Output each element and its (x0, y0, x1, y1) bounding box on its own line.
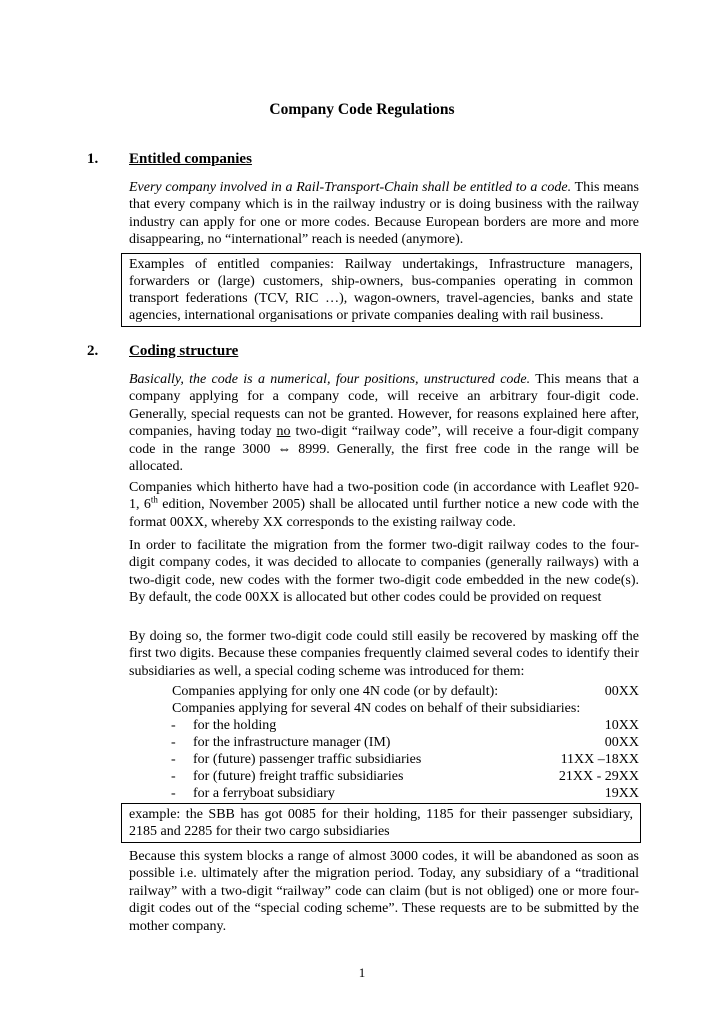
section-2-paragraph-4: By doing so, the former two-digit code could still easily be recovered by masking off the first two digits. Because these companies frequently claimed several codes to identify their subsidiaries as well, a special coding scheme was introduced for them: (129, 629, 639, 679)
section-2-p1-underlined: no (276, 424, 291, 440)
section-2-number: 2. (87, 343, 99, 359)
scheme-item-label: for the holding (193, 718, 277, 733)
section-2-p2-b: edition, November 2005) shall be allocated until further notice a new code with the format 00XX, whereby XX corresponds to the existing railway code. (129, 497, 639, 530)
section-2-paragraph-1 (129, 371, 639, 475)
scheme-single-code: 00XX (604, 684, 639, 699)
scheme-item-code: 19XX (604, 786, 639, 801)
scheme-item-label: for the infrastructure manager (IM) (193, 735, 391, 750)
scheme-item-label: for (future) passenger traffic subsidiaries (193, 752, 422, 767)
scheme-item-dash: - (171, 786, 176, 801)
scheme-item-label: for (future) freight traffic subsidiaries (193, 769, 404, 784)
scheme-item-label: for a ferryboat subsidiary (193, 786, 335, 801)
scheme-several-row (172, 700, 639, 717)
section-1-intro-italic: Every company involved in a Rail-Transport-Chain shall be entitled to a code. (129, 180, 572, 195)
section-2-title: Coding structure (129, 343, 239, 359)
section-2-paragraph-3: In order to facilitate the migration from the former two-digit railway codes to the four-digit company codes, it was decided to allocate to companies (generally railways) with a two-digit code, new codes with the former two-digit code embedded in the new code(s). By default, the code 00XX is allocated but other codes could be provided on request (129, 538, 639, 606)
section-1-title: Entitled companies (129, 151, 252, 167)
section-2-p1-italic: Basically, the code is a numerical, four positions, unstructured code. (129, 372, 531, 387)
scheme-item-dash: - (171, 752, 176, 767)
section-2-heading (87, 343, 238, 360)
section-1-intro (129, 179, 639, 249)
section-1-number: 1. (87, 151, 99, 167)
section-2-p2-a: Companies which hitherto have had a two-position code (in accordance with Leaflet 920- 1, 6 (129, 480, 639, 513)
scheme-single-row (172, 683, 639, 700)
scheme-item-code: 21XX - 29XX (558, 769, 639, 784)
scheme-item-dash: - (171, 735, 176, 750)
scheme-item-dash: - (171, 769, 176, 784)
section-2-paragraph-2 (129, 479, 639, 531)
section-1-intro-rest: This means that every company which is in the railway industry or is doing business with the railway industry can apply for one or more codes. Because European borders are more and more disappearing, no “international” reach is needed (anymore). (129, 180, 639, 248)
scheme-item (172, 751, 639, 768)
scheme-item-dash: - (171, 718, 176, 733)
section-1-heading (87, 151, 252, 168)
page-title: Company Code Regulations (269, 101, 455, 118)
scheme-item (172, 785, 639, 802)
scheme-item-code: 11XX –18XX (560, 752, 639, 767)
examples-box: Examples of entitled companies: Railway undertakings, Infrastructure managers, forwarders or (large) customers, ship-owners, bus-companies operating in common transport federations (TCV, RIC …), wagon-owners, travel-agencies, banks and state agencies, international organisations or private companies dealing with rail business. (121, 253, 641, 327)
scheme-single-label: Companies applying for only one 4N code (or by default): (172, 684, 499, 699)
example-box: example: the SBB has got 0085 for their holding, 1185 for their passenger subsidiary, 2185 and 2285 for their two cargo subsidiaries (121, 803, 641, 843)
scheme-item (172, 734, 639, 751)
scheme-several-label: Companies applying for several 4N codes on behalf of their subsidiaries: (172, 701, 581, 716)
scheme-item-code: 10XX (604, 718, 639, 733)
coding-scheme (172, 683, 639, 802)
scheme-item (172, 717, 639, 734)
section-2-p1-b: two-digit “railway code”, will receive a four-digit company code in the range 3000 ⇔ 8999. Generally, the first free code in the range will be allocated. (129, 424, 639, 475)
page-number: 1 (358, 965, 366, 980)
section-2-p2-sup: th (150, 494, 158, 505)
scheme-item-code: 00XX (604, 735, 639, 750)
section-2-paragraph-5: Because this system blocks a range of almost 3000 codes, it will be abandoned as soon as possible i.e. ultimately after the migration period. Today, any subsidiary of a “traditional railway” with a two-digit “railway” code can claim (but is not obliged) one or more four-digit codes out of the “special coding scheme”. These requests are to be submitted by the mother company. (129, 849, 639, 934)
section-2-p1-a: This means that a company applying for a company code, will receive an arbitrary four-digit code. Generally, special requests can not be granted. However, for reasons explained here after, companies, having today (129, 372, 639, 440)
scheme-item (172, 768, 639, 785)
